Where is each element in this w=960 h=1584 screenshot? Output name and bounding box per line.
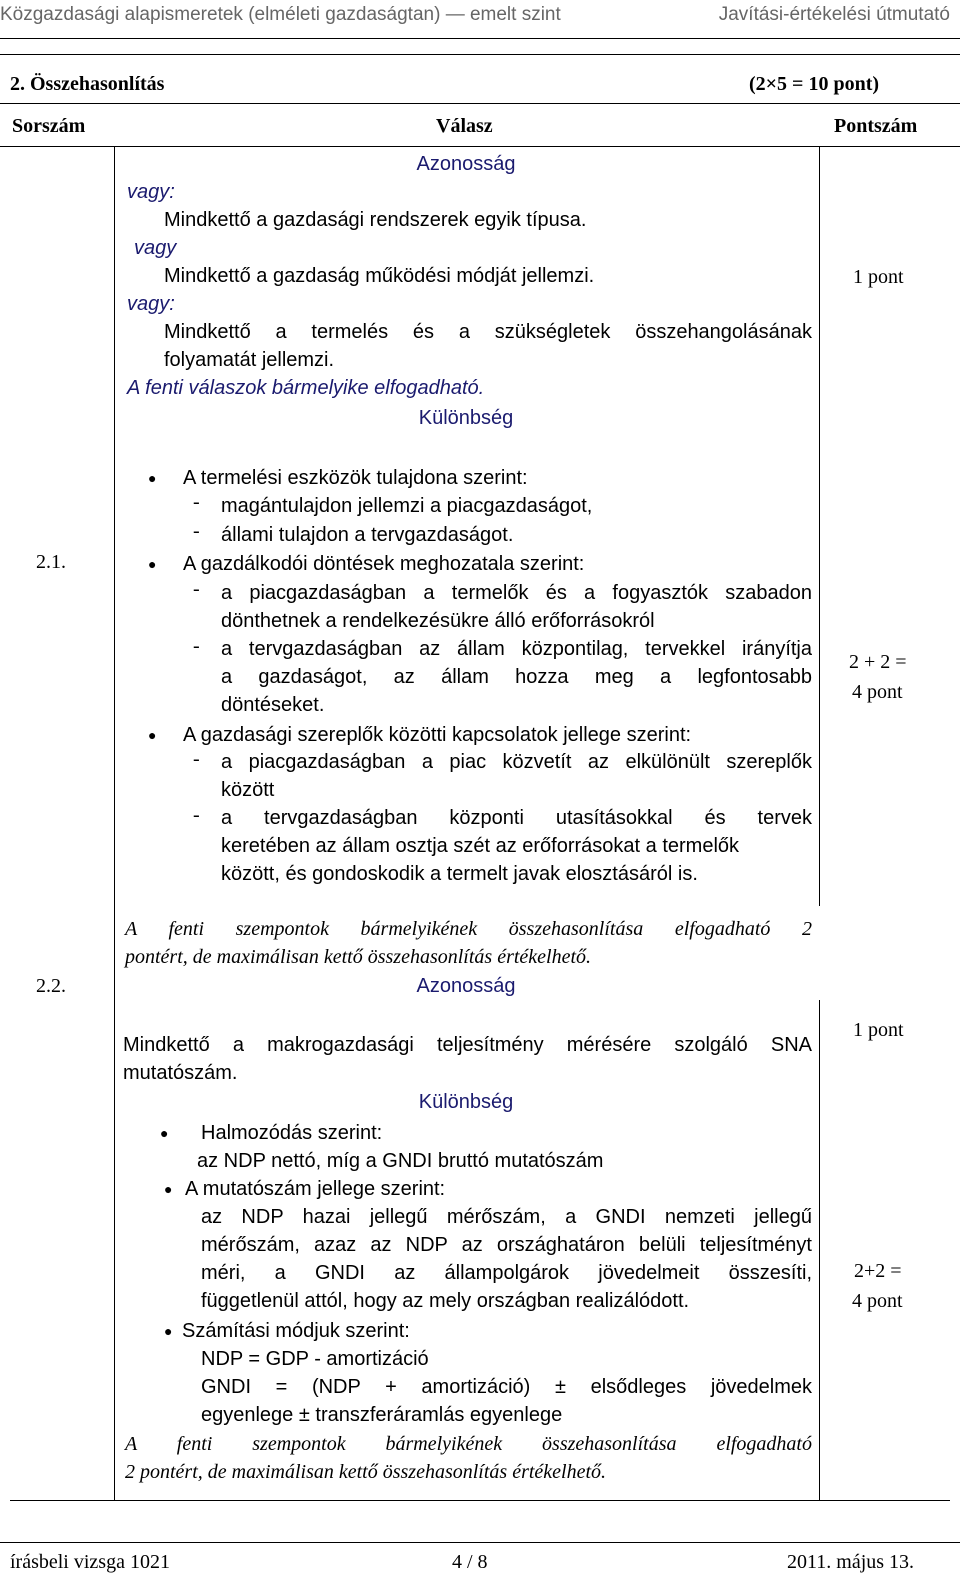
header-rule — [0, 38, 960, 39]
similarity-score: 1 pont — [853, 1019, 904, 1041]
section-points: (2×5 = 10 pont) — [749, 73, 880, 95]
bullet-icon: ● — [148, 729, 157, 744]
answer-line: Mindkettő a gazdasági rendszerek egyik típusa. — [164, 209, 587, 231]
column-header-rule — [0, 146, 960, 147]
answer-line: mutatószám. — [123, 1062, 238, 1084]
formula: GNDI = (NDP + amortizáció) ± elsődleges jövedelmek — [201, 1376, 812, 1398]
evaluation-note: 2 pontért, de maximálisan kettő összehasonlítás értékelhető. — [125, 1461, 607, 1483]
answer-line: folyamatát jellemzi. — [164, 349, 335, 371]
criterion-detail: a gazdaságot, az állam hozza meg a legfontosabb — [221, 666, 812, 688]
column-divider-left — [114, 146, 115, 1500]
criterion-detail: mérőszám, azaz az NDP az országhatáron belüli teljesítményt — [201, 1234, 812, 1256]
criterion-detail: között — [221, 779, 275, 801]
or-label: vagy: — [127, 181, 175, 203]
dash-icon: - — [193, 748, 200, 770]
footer-exam-label: írásbeli vizsga 1021 — [10, 1551, 170, 1573]
criterion-detail: az NDP nettó, míg a GNDI bruttó mutatószám — [197, 1150, 604, 1172]
bullet-icon: ● — [164, 1183, 173, 1198]
criterion: A termelési eszközök tulajdona szerint: — [183, 467, 528, 489]
answer-line: Mindkettő a termelés és a szükségletek összehangolásának — [164, 321, 812, 343]
difference-score: 4 pont — [852, 681, 903, 703]
difference-score: 2+2 = — [854, 1260, 902, 1282]
footer-rule — [0, 1542, 960, 1543]
acceptance-note: A fenti válaszok bármelyike elfogadható. — [127, 377, 485, 399]
formula: egyenlege ± transzferáramlás egyenlege — [201, 1404, 563, 1426]
criterion: A gazdálkodói döntések meghozatala szerint: — [183, 553, 585, 575]
similarity-heading: Azonosság — [416, 153, 516, 175]
difference-heading: Különbség — [418, 407, 514, 429]
similarity-score: 1 pont — [853, 266, 904, 288]
bullet-icon: ● — [148, 472, 157, 487]
criterion: A mutatószám jellege szerint: — [185, 1178, 446, 1200]
bullet-icon: ● — [164, 1325, 173, 1340]
evaluation-note: A fenti szempontok bármelyikének összehasonlítása elfogadható 2 — [125, 918, 812, 940]
criterion-detail: a piacgazdaságban a termelők és a fogyasztók szabadon — [221, 582, 812, 604]
formula: NDP = GDP - amortizáció — [201, 1348, 429, 1370]
criterion-detail: a piacgazdaságban a piac közvetít az elkülönült szereplők — [221, 751, 812, 773]
evaluation-note: pontért, de maximálisan kettő összehasonlítás értékelhető. — [125, 946, 592, 968]
column-header-score: Pontszám — [834, 115, 918, 137]
page-header — [0, 4, 960, 34]
criterion-detail: keretében az állam osztja szét az erőforrásokat a termelők — [221, 835, 740, 857]
or-label: vagy: — [127, 293, 175, 315]
criterion-detail: magántulajdon jellemzi a piacgazdaságot, — [221, 495, 593, 517]
difference-score: 2 + 2 = — [849, 651, 907, 673]
dash-icon: - — [193, 578, 200, 600]
criterion-detail: dönthetnek a rendelkezésükre álló erőforrásokról — [221, 610, 655, 632]
criterion-detail: függetlenül attól, hogy az mely országban realizálódott. — [201, 1290, 690, 1312]
criterion-detail: között, és gondoskodik a termelt javak elosztásáról is. — [221, 863, 698, 885]
answer-line: Mindkettő a makrogazdasági teljesítmény mérésére szolgáló SNA — [123, 1034, 812, 1056]
criterion-detail: a tervgazdaságban központi utasításokkal és tervek — [221, 807, 812, 829]
column-divider-right-lower — [819, 1000, 820, 1500]
answer-line: Mindkettő a gazdaság működési módját jellemzi. — [164, 265, 595, 287]
table-bottom-rule — [10, 1500, 950, 1501]
or-label: vagy — [134, 237, 177, 259]
table-top-rule — [0, 54, 960, 55]
criterion-detail: állami tulajdon a tervgazdaságot. — [221, 524, 514, 546]
criterion: A gazdasági szereplők közötti kapcsolatok jellege szerint: — [183, 724, 692, 746]
bullet-icon: ● — [148, 558, 157, 573]
criterion: Halmozódás szerint: — [201, 1122, 383, 1144]
column-header-answer: Válasz — [436, 115, 493, 137]
similarity-heading: Azonosság — [416, 975, 516, 997]
title-rule — [0, 103, 960, 104]
evaluation-note: A fenti szempontok bármelyikének összehasonlítása elfogadható — [125, 1433, 812, 1455]
section-title: 2. Összehasonlítás — [10, 73, 165, 95]
criterion-detail: a tervgazdaságban az állam központilag, tervekkel irányítja — [221, 638, 812, 660]
criterion-detail: az NDP hazai jellegű mérőszám, a GNDI nemzeti jellegű — [201, 1206, 812, 1228]
footer-date: 2011. május 13. — [787, 1551, 915, 1573]
dash-icon: - — [193, 635, 200, 657]
criterion-detail: döntéseket. — [221, 694, 325, 716]
criterion: Számítási módjuk szerint: — [182, 1320, 410, 1342]
difference-score: 4 pont — [852, 1290, 903, 1312]
bullet-icon: ● — [160, 1127, 169, 1142]
difference-heading: Különbség — [418, 1091, 514, 1113]
header-title: Közgazdasági alapismeretek (elméleti gazdaságtan) — emelt szint — [0, 4, 561, 25]
criterion-detail: méri, a GNDI az állampolgárok jövedelmeit összesíti, — [201, 1262, 812, 1284]
page-number: 4 / 8 — [452, 1551, 488, 1573]
header-guide-label: Javítási-értékelési útmutató — [718, 4, 950, 25]
item-number: 2.1. — [36, 551, 66, 573]
dash-icon: - — [193, 804, 200, 826]
item-number: 2.2. — [36, 975, 66, 997]
dash-icon: - — [193, 491, 200, 513]
column-divider-right-upper — [819, 146, 820, 906]
column-header-no: Sorszám — [12, 115, 86, 137]
dash-icon: - — [193, 520, 200, 542]
